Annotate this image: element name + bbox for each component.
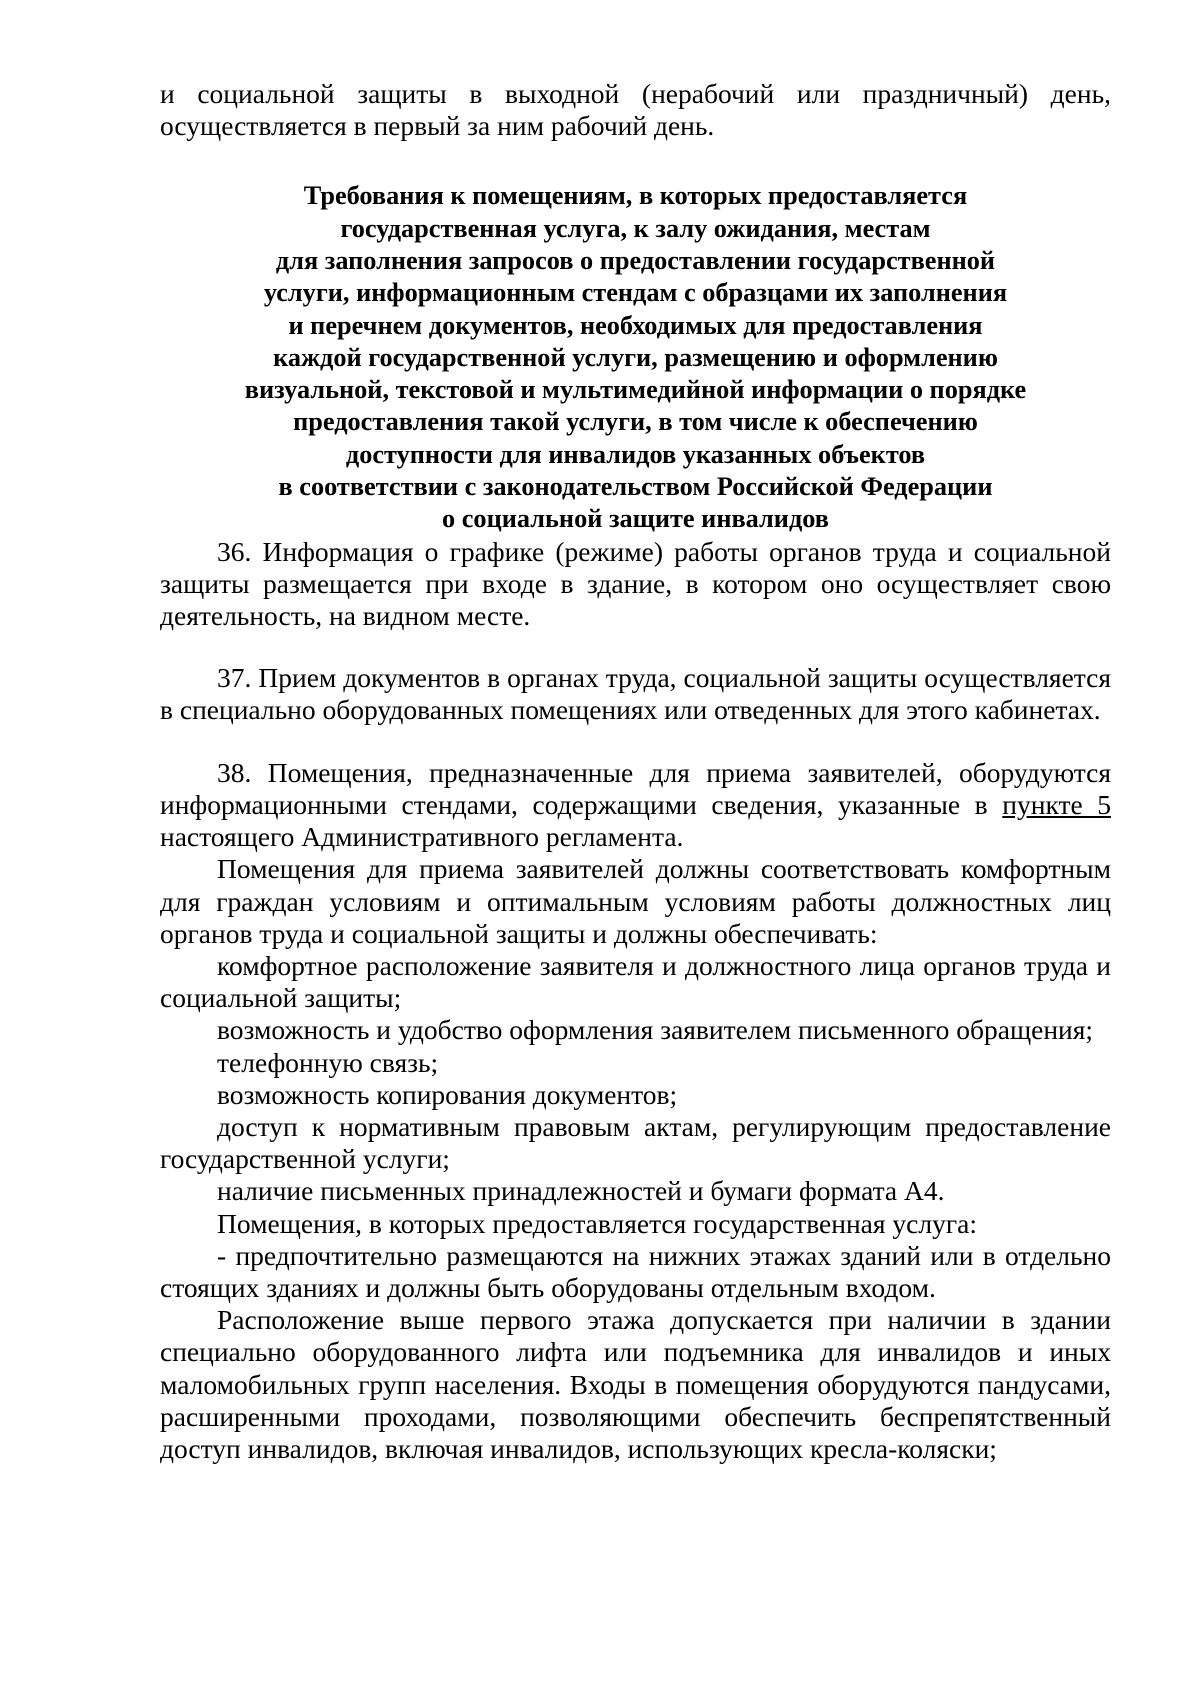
requirement-item: возможность и удобство оформления заявителем письменного обращения; <box>217 1014 1094 1046</box>
section-heading <box>160 180 1111 535</box>
heading-line: и перечнем документов, необходимых для предоставления <box>288 310 983 340</box>
intro-paragraph: и социальной защиты в выходной (нерабочий или праздничный) день, осуществляется в первый за ним рабочий день. <box>160 78 1111 142</box>
heading-line: Требования к помещениям, в которых предоставляется <box>303 181 968 211</box>
heading-line: визуальной, текстовой и мультимедийной информации о порядке <box>244 375 1027 405</box>
premises-item: - предпочтительно размещаются на нижних этажах зданий или в отдельно стоящих зданиях и должны быть оборудованы отдельным входом. <box>160 1239 1111 1303</box>
requirement-item: наличие письменных принадлежностей и бумаги формата А4. <box>217 1175 945 1207</box>
requirement-item: доступ к нормативным правовым актам, регулирующим предоставление государственной услуги; <box>160 1110 1111 1175</box>
paragraph-38-text: 38. Помещения, предназначенные для приема заявителей, оборудуются информационными стендами, содержащими сведения, указанные в <box>160 756 1111 820</box>
paragraph-36: 36. Информация о графике (режиме) работы органов труда и социальной защиты размещается при входе в здание, в котором оно осуществляет свою деятельность, на видном месте. <box>160 535 1111 632</box>
paragraph-38-text-end: настоящего Административного регламента. <box>160 821 684 853</box>
heading-line: предоставления такой услуги, в том числе к обеспечению <box>293 407 978 437</box>
clause-5-link[interactable]: пункте 5 <box>1002 788 1112 820</box>
paragraph-37: 37. Прием документов в органах труда, социальной защиты осуществляется в специально оборудованных помещениях или отведенных для этого кабинетах. <box>160 662 1111 726</box>
heading-line: государственная услуга, к залу ожидания, местам <box>340 213 931 243</box>
heading-line: для заполнения запросов о предоставлении государственной <box>275 246 996 275</box>
requirement-item: возможность копирования документов; <box>217 1078 678 1110</box>
heading-line: услуги, информационным стендам с образцами их заполнения <box>263 278 1008 308</box>
heading-line: в соответствии с законодательством Российской Федерации <box>278 472 993 502</box>
heading-line: доступности для инвалидов указанных объектов <box>345 439 926 469</box>
requirements-intro: Помещения для приема заявителей должны соответствовать комфортным для граждан условиям и оптимальным условиям работы должностных лиц органов труда и социальной защиты и должны обеспечивать: <box>160 853 1111 949</box>
heading-line: о социальной защите инвалидов <box>442 504 829 534</box>
paragraph-38 <box>160 757 1111 854</box>
requirement-item: телефонную связь; <box>217 1046 439 1078</box>
location-paragraph: Расположение выше первого этажа допускается при наличии в здании специально оборудованного лифта или подъемника для инвалидов и иных маломобильных групп населения. Входы в помещения оборудуются пандусами, расширенными проходами, позволяющими обеспечить беспрепятственный доступ инвалидов, включая инвалидов, использующих кресла-коляски; <box>160 1304 1111 1464</box>
requirement-item: комфортное расположение заявителя и должностного лица органов труда и социальной защиты; <box>160 949 1111 1014</box>
premises-intro: Помещения, в которых предоставляется государственная услуга: <box>217 1207 977 1239</box>
heading-line: каждой государственной услуги, размещению и оформлению <box>273 342 998 372</box>
